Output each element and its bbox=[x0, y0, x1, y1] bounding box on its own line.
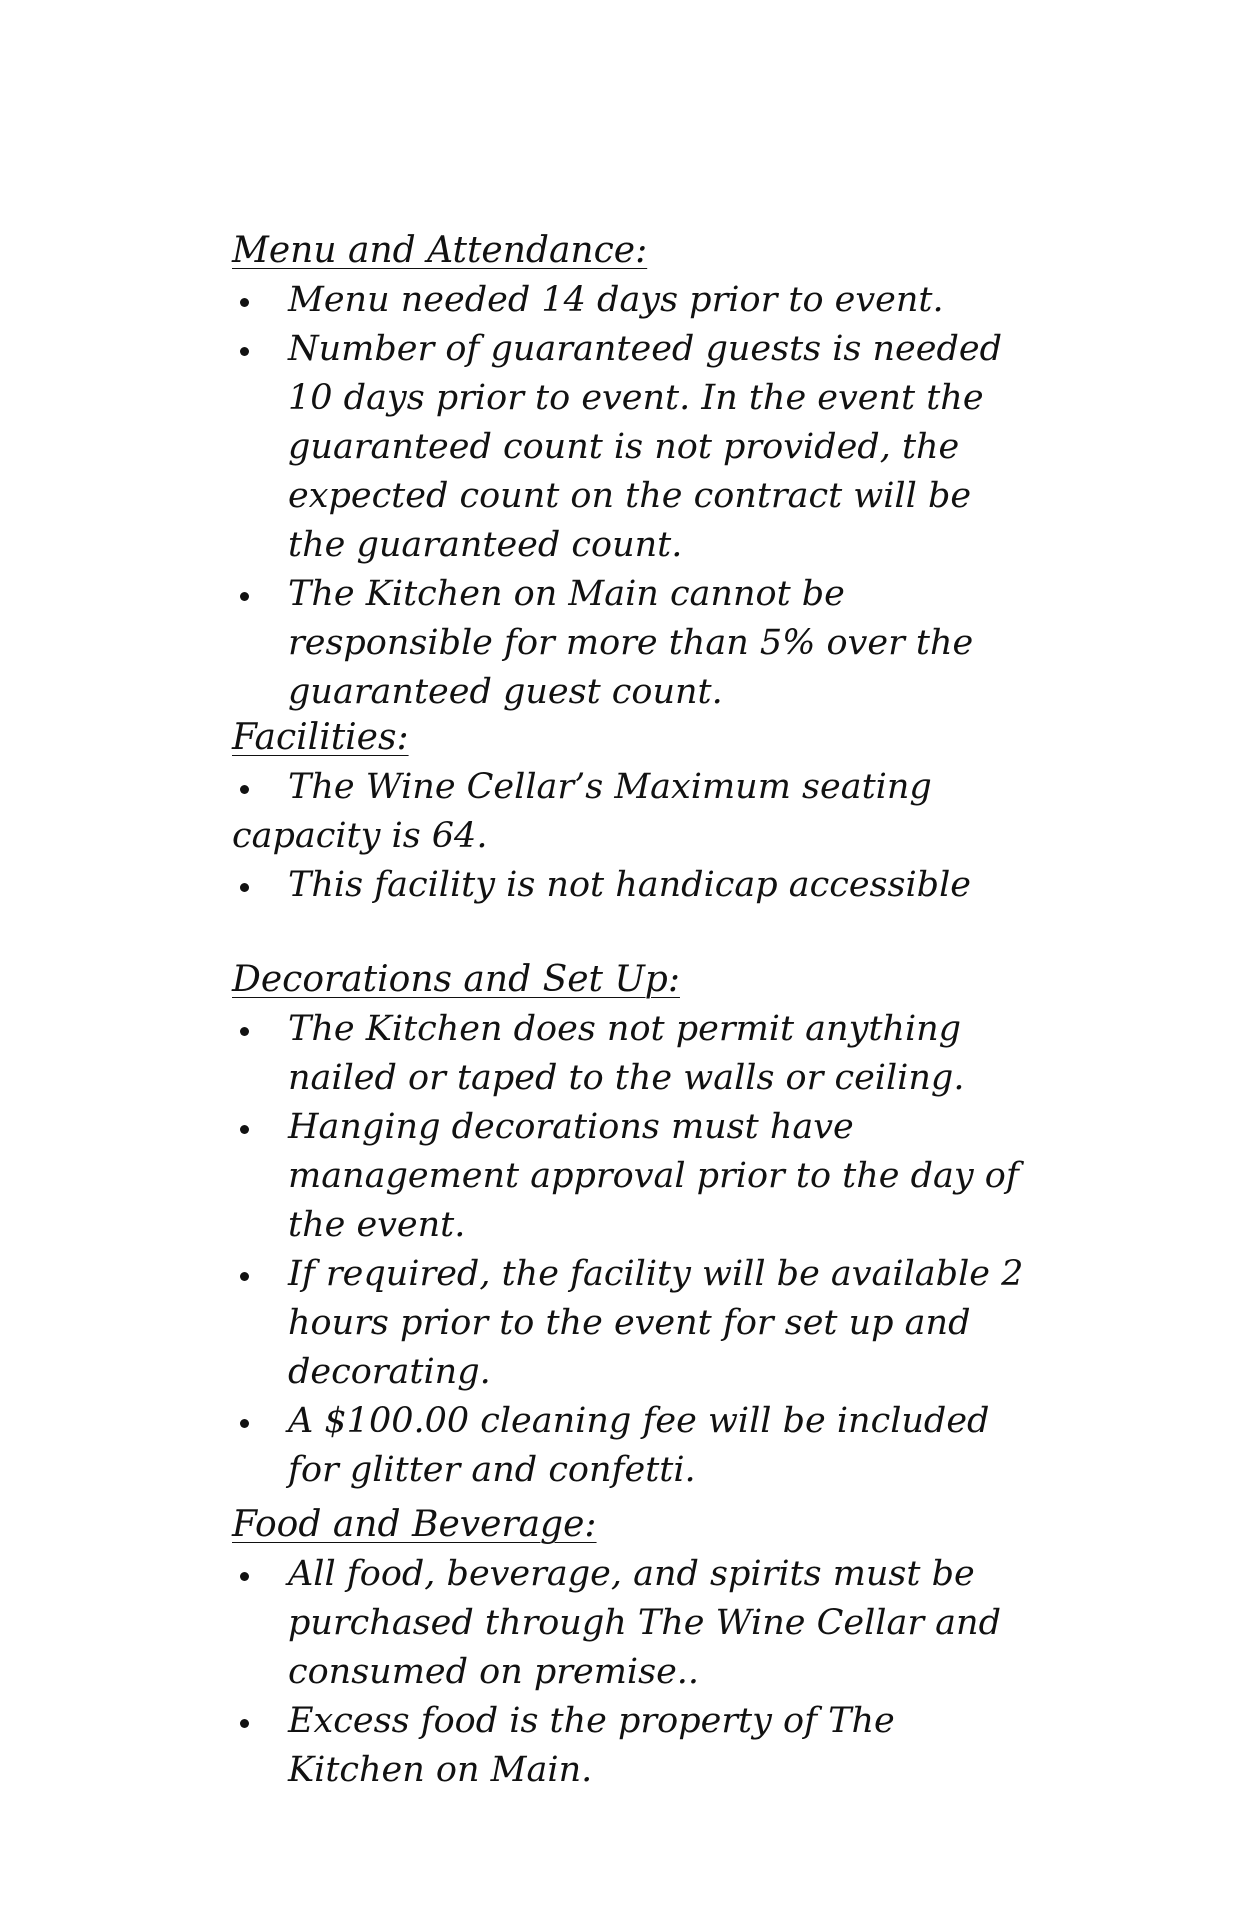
list-item: This facility is not handicap accessible bbox=[232, 861, 1032, 910]
list-item: The Kitchen does not permit anything nailed or taped to the walls or ceiling. bbox=[232, 1005, 1032, 1103]
list-item: Number of guaranteed guests is needed 10 days prior to event. In the event the guaranteed count is not provided, the expected count on the contract will be the guaranteed count. bbox=[232, 325, 1032, 570]
bullet-list bbox=[232, 276, 1032, 717]
list-item: If required, the facility will be available 2 hours prior to the event for set up and decorating. bbox=[232, 1250, 1032, 1397]
list-item: Menu needed 14 days prior to event. bbox=[232, 276, 1032, 325]
section-facilities bbox=[232, 713, 1032, 910]
list-item: All food, beverage, and spirits must be purchased through The Wine Cellar and consumed on premise.. bbox=[232, 1550, 1032, 1697]
list-item: A $100.00 cleaning fee will be included for glitter and confetti. bbox=[232, 1397, 1032, 1495]
bullet-list bbox=[232, 1550, 1032, 1795]
list-item: The Kitchen on Main cannot be responsible for more than 5% over the guaranteed guest count. bbox=[232, 570, 1032, 717]
section-food-and-beverage bbox=[232, 1500, 1032, 1795]
bullet-list bbox=[232, 763, 1032, 910]
section-heading: Food and Beverage: bbox=[232, 1504, 597, 1545]
section-decorations-and-set-up bbox=[232, 955, 1032, 1495]
bullet-list bbox=[232, 1005, 1032, 1495]
section-heading: Facilities: bbox=[232, 717, 409, 758]
list-item: Hanging decorations must have management approval prior to the day of the event. bbox=[232, 1103, 1032, 1250]
section-heading: Decorations and Set Up: bbox=[232, 959, 680, 1000]
section-menu-and-attendance bbox=[232, 226, 1032, 717]
list-item: The Wine Cellar’s Maximum seating capacity is 64. bbox=[232, 763, 1032, 861]
list-item: Excess food is the property of The Kitchen on Main. bbox=[232, 1697, 1032, 1795]
section-heading: Menu and Attendance: bbox=[232, 230, 648, 271]
